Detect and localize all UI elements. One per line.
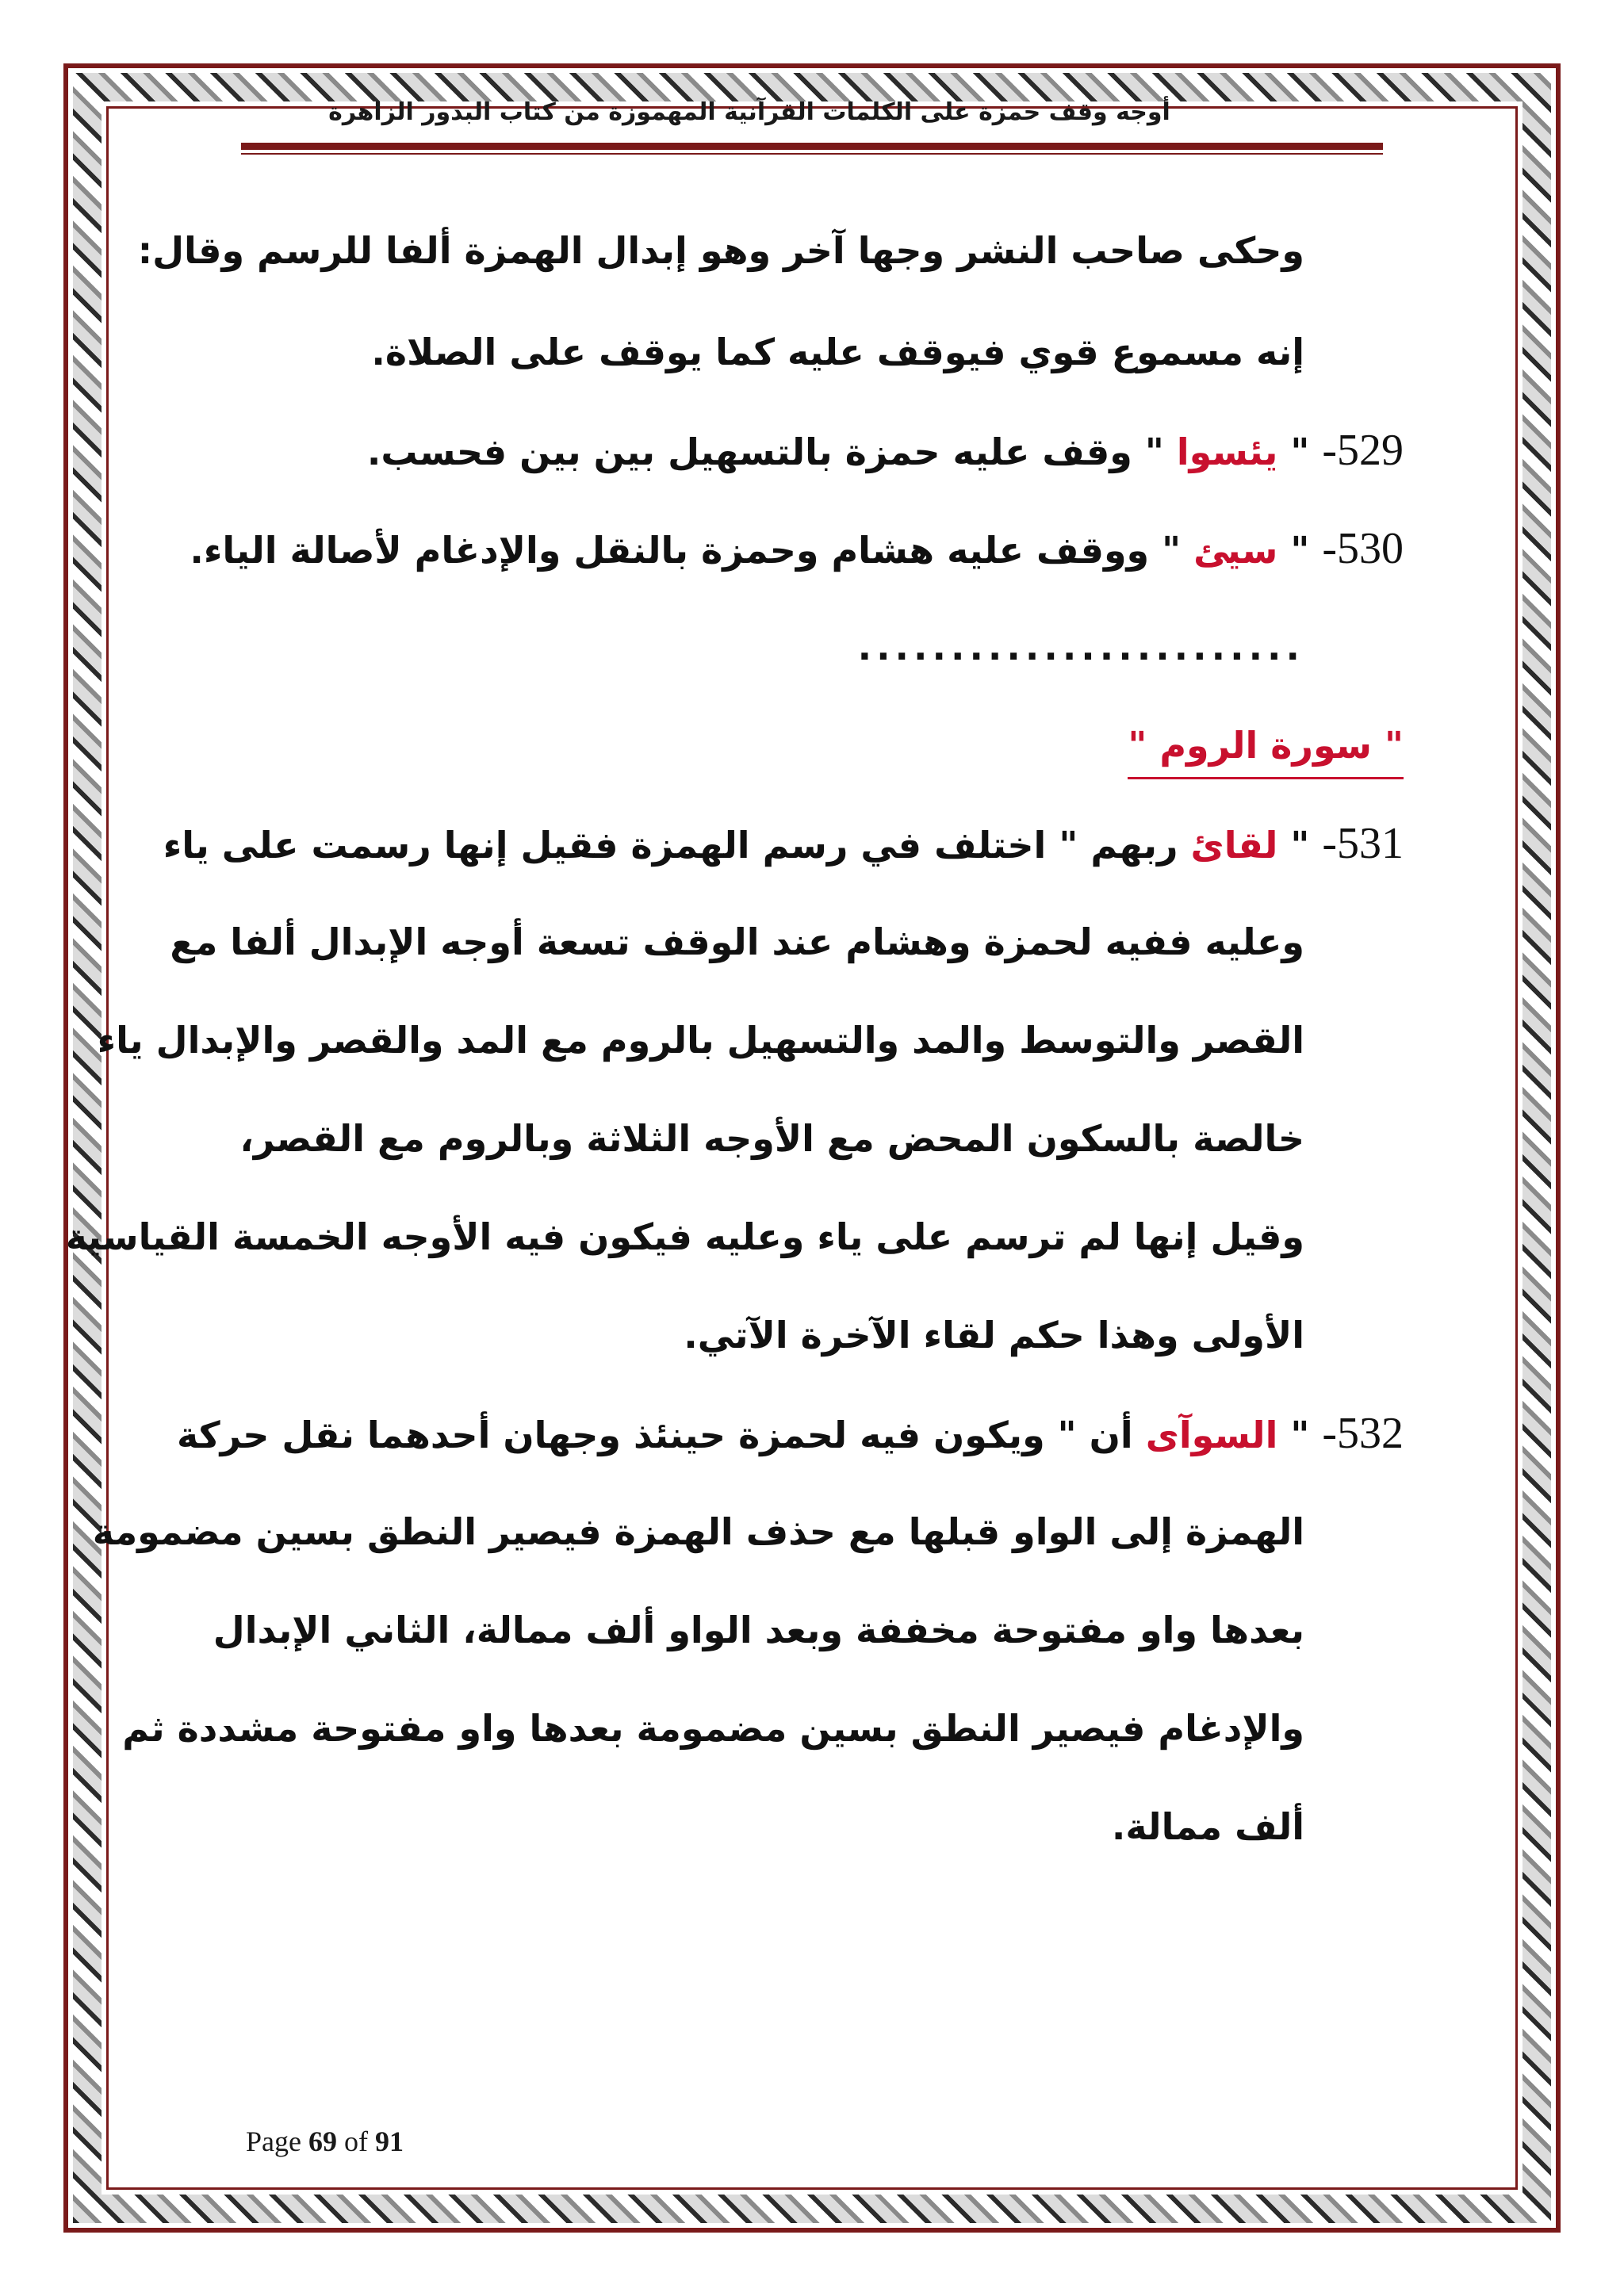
entry-number: 531- bbox=[1322, 819, 1404, 868]
separator-dots: ........................ bbox=[857, 626, 1304, 668]
quote-close: " bbox=[1132, 430, 1177, 473]
quote-open: " bbox=[1277, 824, 1323, 867]
surah-heading-row bbox=[246, 717, 1404, 815]
page-body bbox=[65, 222, 1404, 1896]
entry-531-line-4: خالصة بالسكون المحض مع الأوجه الثلاثة وبالروم مع القصر، bbox=[239, 1117, 1304, 1160]
quote-open: " bbox=[1277, 529, 1323, 572]
quote-open: " bbox=[1277, 1414, 1323, 1456]
page-footer bbox=[246, 2125, 404, 2158]
entry-532-line-5: ألف ممالة. bbox=[1111, 1805, 1304, 1848]
entry-text: اختلف في رسم الهمزة فقيل إنها رسمت على ياء bbox=[163, 824, 1047, 867]
intro-line-2: إنه مسموع قوي فيوقف عليه كما يوقف على الصلاة. bbox=[371, 331, 1304, 373]
entry-531-line-2: وعليه ففيه لحمزة وهشام عند الوقف تسعة أوجه الإبدال ألفا مع bbox=[170, 920, 1304, 963]
footer-page-word: Page bbox=[246, 2126, 301, 2157]
quote-close: " bbox=[1149, 529, 1194, 572]
entry-532-line-2: الهمزة إلى الواو قبلها مع حذف الهمزة فيصير النطق بسين مضمومة bbox=[92, 1510, 1304, 1553]
entry-529 bbox=[246, 422, 1404, 520]
entry-text: ووقف عليه هشام وحمزة بالنقل والإدغام لأصالة الياء. bbox=[190, 529, 1150, 572]
intro-line-1: وحكى صاحب النشر وجها آخر وهو إبدال الهمزة ألفا للرسم وقال: bbox=[137, 229, 1304, 272]
running-header-title: أوجه وقف حمزة على الكلمات القرآنية المهموزة من كتاب البدور الزاهرة bbox=[328, 98, 1170, 126]
entry-531-line-5: وقيل إنها لم ترسم على ياء وعليه فيكون فيه الأوجه الخمسة القياسية bbox=[65, 1215, 1304, 1258]
entry-531-line-3: القصر والتوسط والمد والتسهيل بالروم مع المد والقصر والإبدال ياء bbox=[97, 1019, 1304, 1062]
footer-page-total: 91 bbox=[374, 2126, 404, 2157]
header-rule bbox=[241, 143, 1383, 150]
word-suffix: أن " bbox=[1044, 1414, 1146, 1456]
entry-530 bbox=[190, 520, 1404, 618]
quranic-word: يئسوا bbox=[1176, 430, 1278, 473]
surah-heading: " سورة الروم " bbox=[1128, 717, 1404, 779]
entry-532 bbox=[176, 1405, 1404, 1503]
header-rule-thin bbox=[241, 153, 1383, 155]
entry-532-line-3: بعدها واو مفتوحة مخففة وبعد الواو ألف ممالة، الثاني الإبدال bbox=[213, 1609, 1304, 1651]
entry-532-line-4: والإدغام فيصير النطق بسين مضمومة بعدها واو مفتوحة مشددة ثم bbox=[122, 1707, 1304, 1750]
quote-open: " bbox=[1277, 430, 1323, 473]
entry-number: 530- bbox=[1322, 524, 1404, 573]
quranic-word: السوآى bbox=[1145, 1414, 1278, 1456]
entry-text: وقف عليه حمزة بالتسهيل بين بين فحسب. bbox=[366, 430, 1132, 473]
entry-number: 532- bbox=[1322, 1409, 1404, 1458]
entry-531 bbox=[163, 815, 1404, 913]
entry-531-line-6: الأولى وهذا حكم لقاء الآخرة الآتي. bbox=[684, 1314, 1304, 1357]
footer-page-current: 69 bbox=[308, 2126, 337, 2157]
entry-number: 529- bbox=[1322, 426, 1404, 475]
quranic-word: لقائ bbox=[1190, 824, 1278, 867]
quranic-word: سيئ bbox=[1193, 529, 1278, 572]
word-suffix: ربهم " bbox=[1046, 824, 1191, 867]
entry-text: ويكون فيه لحمزة حينئذ وجهان أحدهما نقل حركة bbox=[176, 1414, 1045, 1456]
footer-of-word: of bbox=[343, 2126, 368, 2157]
